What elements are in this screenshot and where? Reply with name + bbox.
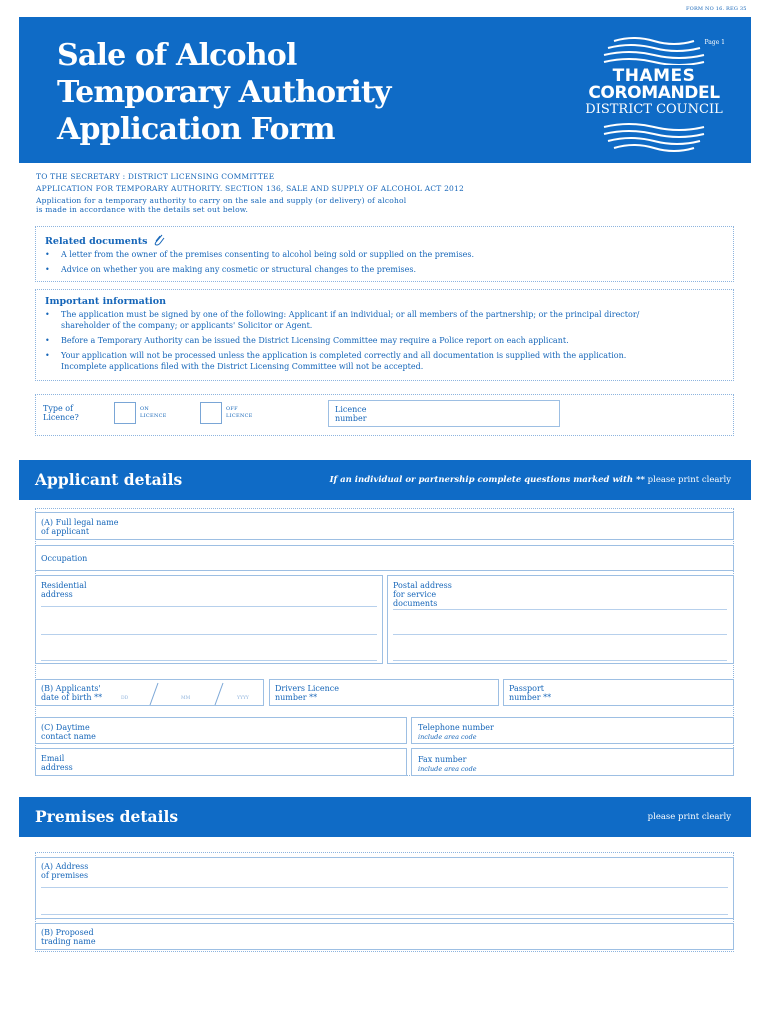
list-item: • The application must be signed by one of the following: Applicant if an individual; or all members of the partnership; or the principal director/ shareholder of the company; or applicants' Solicitor or Agent. xyxy=(45,310,640,330)
related-documents-box xyxy=(35,226,734,282)
postal-address-label-line-3: documents xyxy=(393,599,438,608)
off-licence-label-line-1: OFF xyxy=(226,406,238,412)
licence-type-row xyxy=(35,394,734,436)
drivers-licence-label-line-1: Drivers Licence xyxy=(275,684,339,693)
premises-address-label-line-1: (A) Address xyxy=(41,862,89,871)
full-legal-name-field[interactable] xyxy=(35,512,734,540)
fax-field[interactable] xyxy=(411,748,734,776)
fax-hint: include area code xyxy=(418,765,477,773)
intro-line-1: TO THE SECRETARY : DISTRICT LICENSING COMMITTEE xyxy=(36,172,275,181)
licence-number-label-line-1: Licence xyxy=(335,405,367,414)
trading-name-label xyxy=(41,928,96,946)
dob-month-placeholder: MM xyxy=(181,696,191,701)
paperclip-icon xyxy=(153,233,165,247)
off-licence-label xyxy=(226,406,253,420)
title-line-1: Sale of Alcohol xyxy=(57,38,297,73)
important-item-1-line-1: The application must be signed by one of the following: Applicant if an individual; or all members of the partnership; or the principal director/ xyxy=(61,310,640,319)
trading-name-label-line-1: (B) Proposed xyxy=(41,928,94,937)
postal-address-label-line-1: Postal address xyxy=(393,581,452,590)
intro-line-2: APPLICATION FOR TEMPORARY AUTHORITY. SECTION 136, SALE AND SUPPLY OF ALCOHOL ACT 2012 xyxy=(36,184,464,193)
logo-line-1: THAMES xyxy=(612,66,696,86)
address-rule xyxy=(41,887,728,888)
residential-address-label-line-1: Residential xyxy=(41,581,87,590)
full-legal-name-label-line-1: (A) Full legal name xyxy=(41,518,119,527)
wave-top-icon xyxy=(574,35,734,65)
applicant-details-title: Applicant details xyxy=(35,470,183,489)
contact-name-label xyxy=(41,723,96,741)
dob-day-placeholder: DD xyxy=(121,696,129,701)
list-item: • A letter from the owner of the premises consenting to alcohol being sold or supplied on the premises. xyxy=(45,250,475,259)
address-rule xyxy=(41,606,377,607)
address-rule xyxy=(393,660,727,661)
address-rule xyxy=(41,914,728,915)
date-separator-icon xyxy=(147,682,161,706)
applicant-note-italic: If an individual or partnership complete questions marked with ** xyxy=(329,475,645,485)
address-rule xyxy=(41,634,377,635)
intro-line-4: is made in accordance with the details set out below. xyxy=(36,205,249,214)
related-doc-item-2: Advice on whether you are making any cosmetic or structural changes to the premises. xyxy=(61,265,417,274)
telephone-label: Telephone number xyxy=(418,723,494,732)
occupation-label: Occupation xyxy=(41,554,88,563)
related-doc-item-1: A letter from the owner of the premises consenting to alcohol being sold or supplied on the premises. xyxy=(61,250,475,259)
passport-label-line-1: Passport xyxy=(509,684,544,693)
wave-bottom-icon xyxy=(574,121,734,157)
licence-number-field[interactable] xyxy=(328,400,560,427)
off-licence-label-line-2: LICENCE xyxy=(226,413,253,419)
postal-address-label-line-2: for service xyxy=(393,590,437,599)
on-licence-checkbox[interactable] xyxy=(114,402,136,424)
trading-name-field[interactable] xyxy=(35,923,734,950)
page-number: Page 1 xyxy=(704,39,725,46)
applicant-details-header xyxy=(19,460,751,500)
drivers-licence-label-line-2: number ** xyxy=(275,693,318,702)
important-item-3-line-2: Incomplete applications filed with the District Licensing Committee will not be accepted. xyxy=(61,362,424,371)
passport-label xyxy=(509,684,551,702)
contact-name-field[interactable] xyxy=(35,717,407,744)
related-documents-title xyxy=(45,233,165,247)
important-information-box xyxy=(35,289,734,381)
important-information-title: Important information xyxy=(45,296,167,307)
on-licence-label-line-2: LICENCE xyxy=(140,413,167,419)
postal-address-field[interactable] xyxy=(387,575,734,664)
title-line-3: Application Form xyxy=(57,112,335,147)
important-item-3-line-1: Your application will not be processed unless the application is completed correctly and all documentation is supplied with the application. xyxy=(61,351,627,360)
off-licence-checkbox[interactable] xyxy=(200,402,222,424)
premises-details-note: please print clearly xyxy=(647,812,731,822)
licence-number-label xyxy=(335,405,367,423)
council-logo xyxy=(574,35,734,155)
important-item-1-line-2: shareholder of the company; or applicants' Solicitor or Agent. xyxy=(61,321,313,330)
licence-type-label-line-1: Type of xyxy=(43,404,74,413)
email-label xyxy=(41,754,73,772)
related-documents-title-text: Related documents xyxy=(45,236,148,247)
premises-address-field[interactable] xyxy=(35,857,734,919)
applicant-details-note xyxy=(330,475,731,485)
residential-address-label-line-2: address xyxy=(41,590,73,599)
title-line-2: Temporary Authority xyxy=(57,75,391,110)
residential-address-field[interactable] xyxy=(35,575,383,664)
dob-year-placeholder: YYYY xyxy=(237,696,249,701)
on-licence-label-line-1: ON xyxy=(140,406,150,412)
intro-line-3: Application for a temporary authority to carry on the sale and supply (or delivery) of alcohol xyxy=(36,196,407,205)
premises-address-label xyxy=(41,862,88,880)
fax-label: Fax number xyxy=(418,755,467,764)
premises-details-header xyxy=(19,797,751,837)
full-legal-name-label xyxy=(41,518,118,536)
address-rule xyxy=(393,609,727,610)
important-item-1 xyxy=(61,309,639,331)
telephone-field[interactable] xyxy=(411,717,734,744)
email-field[interactable] xyxy=(35,748,407,776)
date-of-birth-label-line-2: date of birth ** xyxy=(41,693,103,702)
postal-address-label xyxy=(393,581,452,608)
applicant-note-plain: please print clearly xyxy=(644,475,731,485)
trading-name-label-line-2: trading name xyxy=(41,937,96,946)
date-of-birth-field[interactable] xyxy=(35,679,264,706)
full-legal-name-label-line-2: of applicant xyxy=(41,527,90,536)
list-item: • Advice on whether you are making any cosmetic or structural changes to the premises. xyxy=(45,265,417,274)
drivers-licence-field[interactable] xyxy=(269,679,499,706)
occupation-field[interactable] xyxy=(35,545,734,571)
list-item: • Before a Temporary Authority can be issued the District Licensing Committee may require a Police report on each applicant. xyxy=(45,336,569,345)
date-of-birth-label xyxy=(41,684,102,702)
date-separator-icon xyxy=(212,682,226,706)
date-of-birth-label-line-1: (B) Applicants' xyxy=(41,684,101,693)
premises-details-title: Premises details xyxy=(35,807,179,826)
licence-number-label-line-2: number xyxy=(335,414,367,423)
email-label-line-2: address xyxy=(41,763,73,772)
premises-address-label-line-2: of premises xyxy=(41,871,89,880)
important-item-3 xyxy=(61,350,626,372)
header-banner xyxy=(19,17,751,163)
residential-address-label xyxy=(41,581,87,599)
address-rule xyxy=(393,634,727,635)
logo-line-3: DISTRICT COUNCIL xyxy=(585,102,723,117)
address-rule xyxy=(41,660,377,661)
passport-field[interactable] xyxy=(503,679,734,706)
list-item: • Your application will not be processed unless the application is completed correctly and all documentation is supplied with the application. Incomplete applications filed with the District Licensing Committee will not be accepted. xyxy=(45,351,627,371)
contact-name-label-line-1: (C) Daytime xyxy=(41,723,90,732)
form-reference: FORM NO 16. REG 35 xyxy=(686,6,747,12)
telephone-hint: include area code xyxy=(418,733,477,741)
on-licence-label xyxy=(140,406,167,420)
licence-type-label-line-2: Licence? xyxy=(43,413,79,422)
form-title xyxy=(57,37,391,148)
passport-label-line-2: number ** xyxy=(509,693,552,702)
licence-type-label xyxy=(43,404,79,422)
contact-name-label-line-2: contact name xyxy=(41,732,96,741)
drivers-licence-label xyxy=(275,684,339,702)
important-item-2: Before a Temporary Authority can be issued the District Licensing Committee may require a Police report on each applicant. xyxy=(61,336,569,345)
logo-line-2: COROMANDEL xyxy=(588,83,720,103)
email-label-line-1: Email xyxy=(41,754,65,763)
